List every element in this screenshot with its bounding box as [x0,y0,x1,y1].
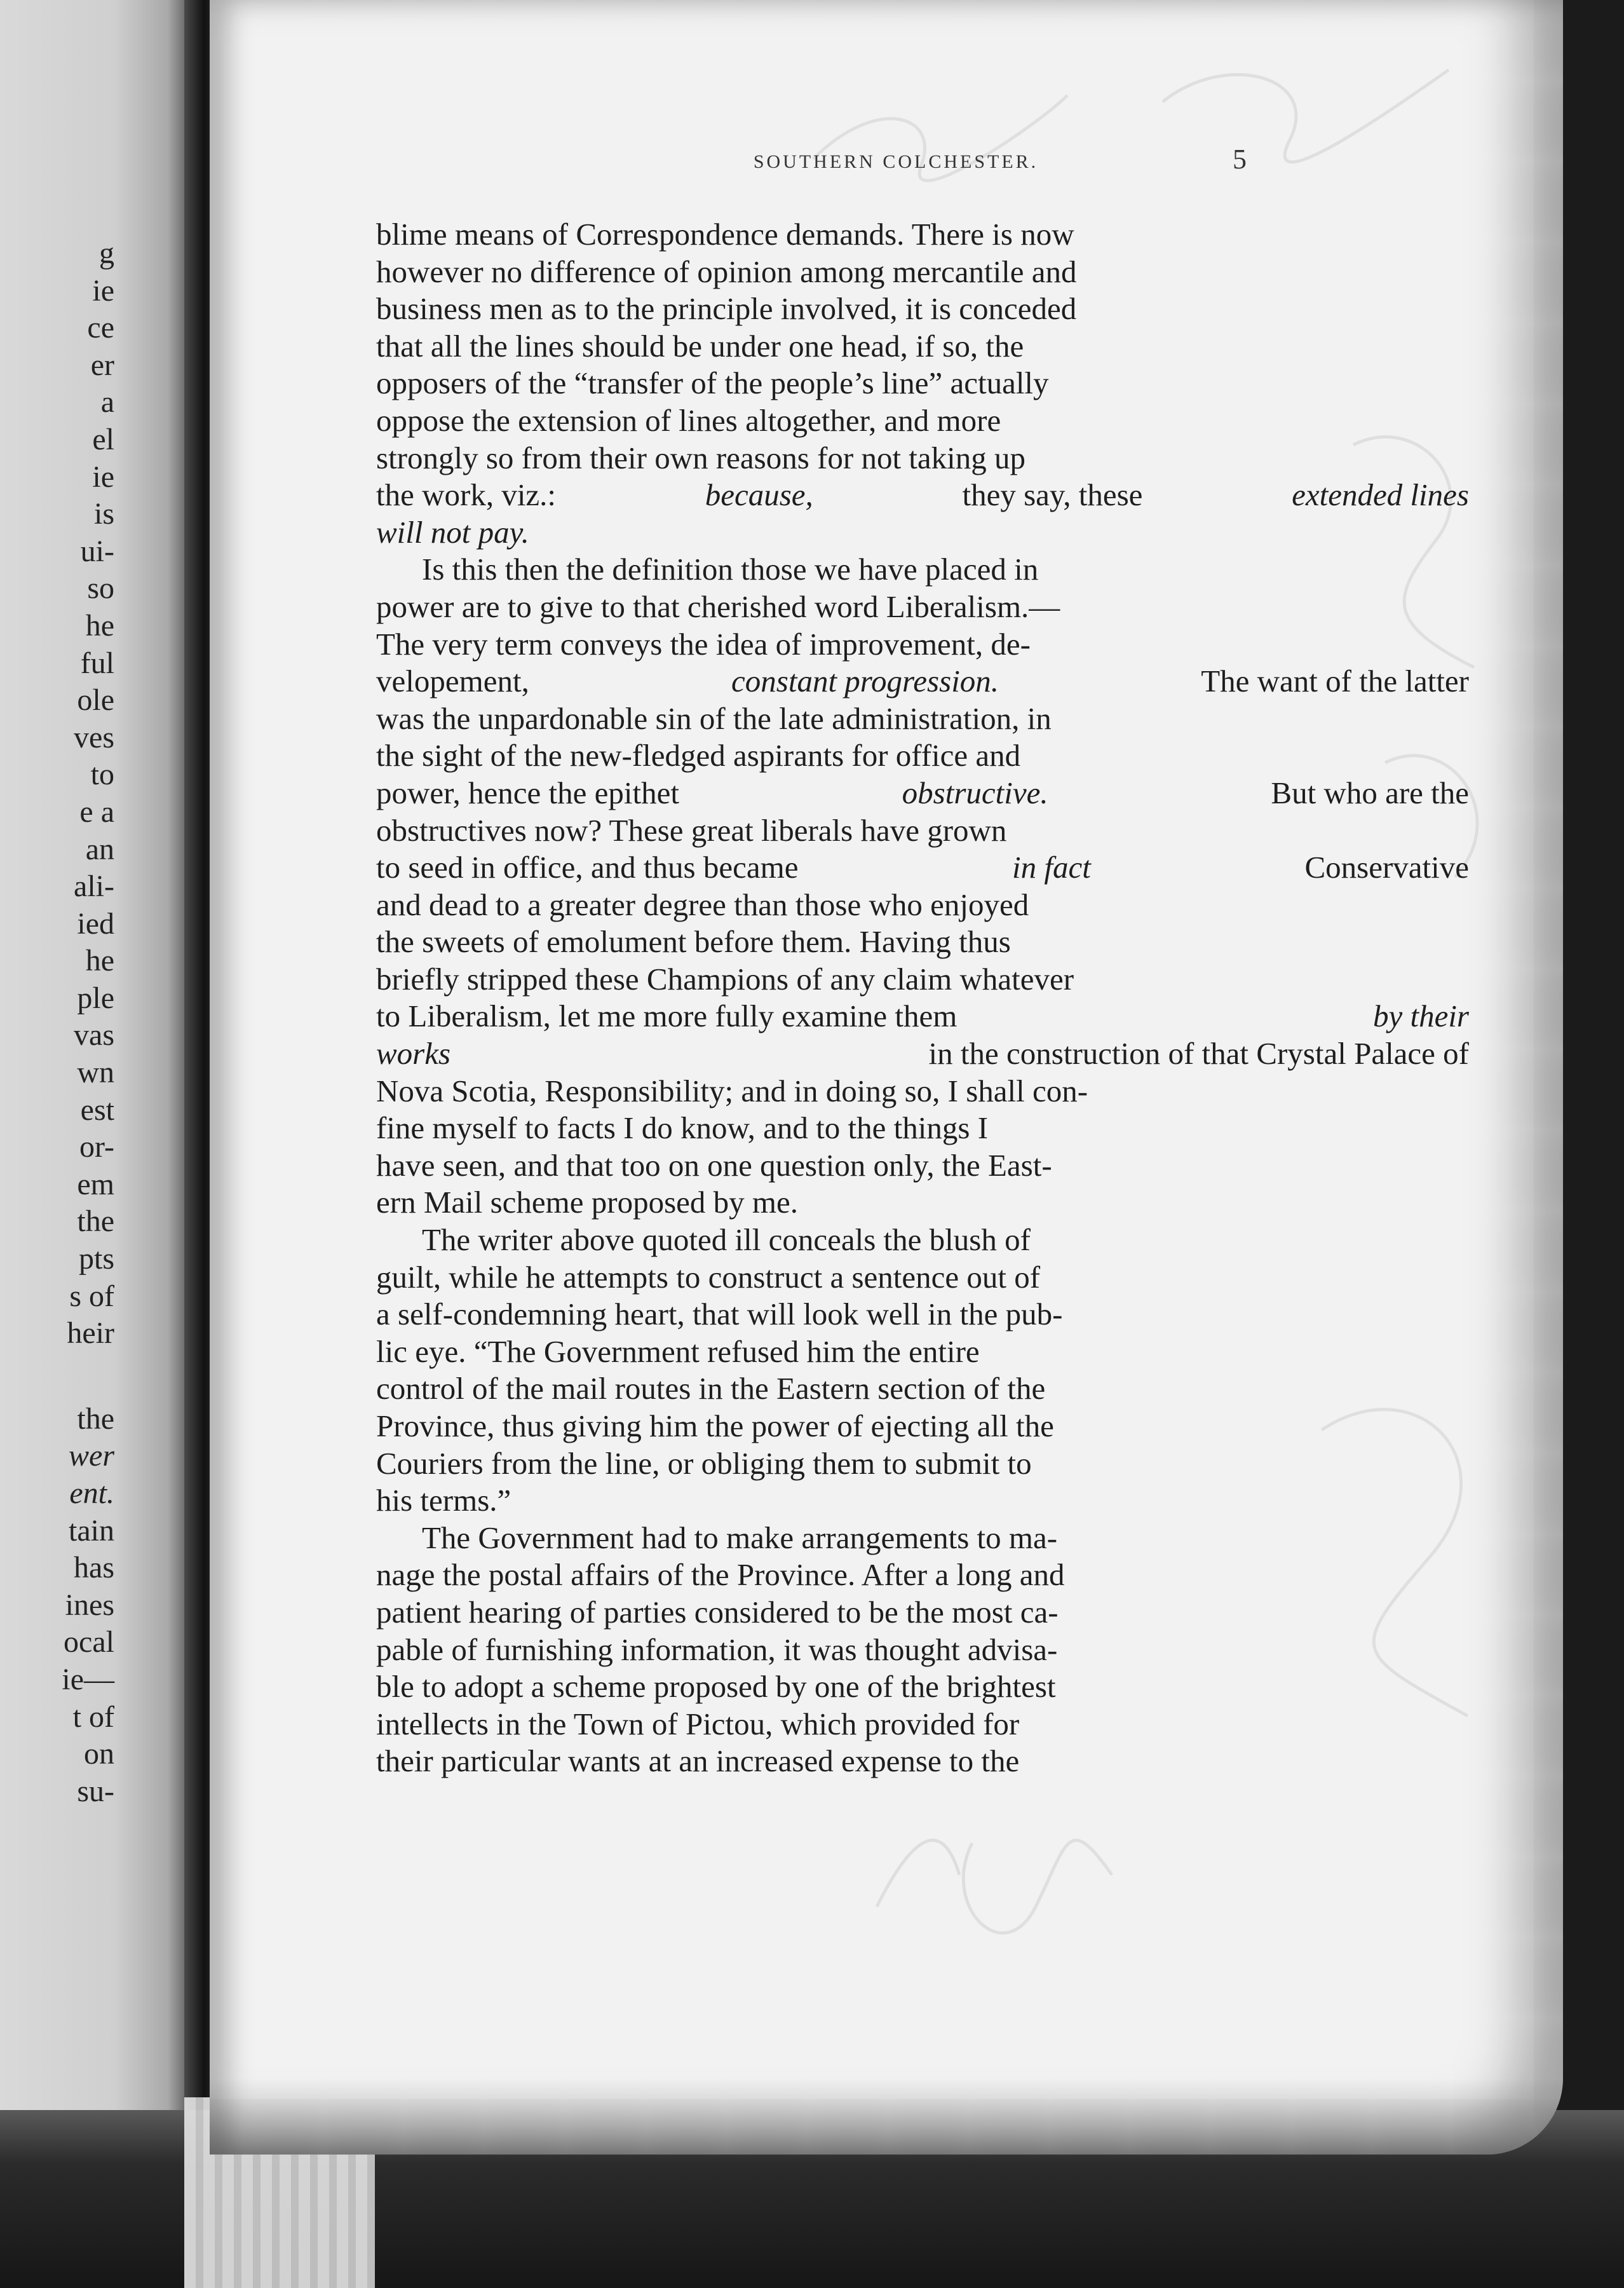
left-page-fragment: to [90,758,114,792]
text-line: ern Mail scheme proposed by me. [376,1185,799,1220]
left-page-fragment: est [80,1093,114,1127]
text-line: their particular wants at an increased expense to the [376,1743,1020,1779]
body-text [376,216,1469,1780]
text-line: the sight of the new-fledged aspirants for office and [376,738,1021,773]
left-page-fragment: ied [77,906,114,941]
text-line: lic eye. “The Government refused him the entire [376,1333,980,1369]
text-line: was the unpardonable sin of the late administration, in [376,700,1052,736]
text-line: nage the postal affairs of the Province. After a long and [376,1557,1065,1593]
text-line: have seen, and that too on one question only, the East- [376,1147,1052,1183]
running-head: SOUTHERN COLCHESTER. [753,151,1039,172]
left-page-fragment: g [99,236,114,270]
left-page-fragment: su- [77,1774,114,1808]
left-page-fragment: vas [74,1018,114,1052]
text-line: power are to give to that cherished word Liberalism.— [376,589,1060,624]
text-line: the sweets of emolument before them. Having thus [376,924,1011,960]
left-page-fragment: is [93,497,114,531]
left-page-fragment: pts [78,1242,114,1276]
page-number: 5 [1233,144,1247,175]
left-page-fragment: el [92,422,114,456]
left-page-fragment: ali- [74,869,114,904]
left-page-fragment: the [77,1204,114,1239]
left-page-text-fragments [0,235,114,1810]
text-line: opposers of the “transfer of the people’s line” actually [376,365,1049,401]
text-line: oppose the extension of lines altogether, and more [376,402,1001,438]
left-page-fragment: so [87,571,114,606]
left-page-fragment: e a [79,794,114,829]
left-page-fragment: has [74,1551,114,1585]
text-line: his terms.” [376,1483,511,1518]
text-line: obstructives now? These great liberals have grown [376,812,1007,848]
left-page-fragment: ent. [69,1476,114,1510]
left-page-fragment: a [100,385,114,419]
text-line: Is this then the definition those we have placed in [422,552,1039,587]
text-line: strongly so from their own reasons for not taking up [376,440,1026,475]
text-line: intellects in the Town of Pictou, which provided for [376,1706,1020,1741]
left-page-fragment: ple [77,981,114,1015]
text-line: Couriers from the line, or obliging them to submit to [376,1445,1032,1481]
text-line: Province, thus giving him the power of ejecting all the [376,1408,1054,1443]
text-line: pable of furnishing information, it was thought advisa- [376,1631,1058,1667]
left-page-fragment: heir [67,1316,114,1351]
text-line: power, hence the epithet obstructive. But who are the [376,775,1469,810]
text-line: The very term conveys the idea of improvement, de- [376,626,1031,662]
main-page [210,0,1563,2155]
text-line: to seed in office, and thus became in fact Conservative [376,850,1469,885]
text-line: to Liberalism, let me more fully examine them by their [376,998,1469,1034]
left-page-fragment: tain [69,1513,114,1548]
left-page-fragment: ce [87,311,114,345]
text-line: ble to adopt a scheme proposed by one of the brightest [376,1669,1056,1705]
text-line: and dead to a greater degree than those who enjoyed [376,887,1029,922]
left-page-fragment: ie [92,273,114,308]
left-page-fragment: ie [92,460,114,494]
left-page-fragment: ui- [80,534,114,568]
text-line: control of the mail routes in the Eastern section of the [376,1371,1046,1406]
text-line: The writer above quoted ill conceals the blush of [422,1222,1031,1258]
left-page-fragment: ines [65,1588,114,1622]
left-page-fragment: the [77,1401,114,1436]
left-facing-page [0,0,191,2113]
left-page-fragment: er [90,348,114,382]
left-page-fragment: wn [77,1056,114,1090]
text-line: however no difference of opinion among mercantile and [376,254,1077,289]
left-page-fragment: ocal [64,1625,114,1659]
left-page-fragment: or- [79,1130,114,1164]
text-line: a self-condemning heart, that will look well in the pub- [376,1297,1063,1332]
left-page-fragment: ole [77,683,114,718]
left-page-fragment: an [85,832,114,866]
left-page-fragment: ful [80,646,114,680]
text-line: works in the construction of that Crystal Palace of [376,1036,1469,1072]
text-line: briefly stripped these Champions of any claim whatever [376,961,1074,997]
text-line: blime means of Correspondence demands. There is now [376,217,1074,252]
left-page-fragment: t of [72,1699,114,1734]
text-line: the work, viz.: because, they say, these extended lines [376,477,1469,513]
left-page-fragment: he [85,944,114,978]
left-page-fragment: on [84,1737,114,1771]
left-page-fragment: em [77,1167,114,1201]
left-page-fragment: he [85,608,114,643]
text-line: will not pay. [376,514,529,550]
text-line: guilt, while he attempts to construct a sentence out of [376,1259,1041,1295]
text-line: business men as to the principle involved, it is conceded [376,291,1077,327]
left-page-fragment: wer [69,1439,114,1473]
text-line: patient hearing of parties considered to be the most ca- [376,1594,1059,1630]
text-line: Nova Scotia, Responsibility; and in doing so, I shall con- [376,1073,1088,1108]
text-line: that all the lines should be under one head, if so, the [376,328,1024,364]
text-line: The Government had to make arrangements to ma- [422,1520,1058,1555]
left-page-fragment: ie— [62,1662,114,1696]
text-line: fine myself to facts I do know, and to the things I [376,1110,989,1146]
left-page-fragment: s of [69,1279,114,1313]
left-page-fragment: ves [74,720,114,754]
text-line: velopement, constant progression. The want of the latter [376,664,1469,699]
